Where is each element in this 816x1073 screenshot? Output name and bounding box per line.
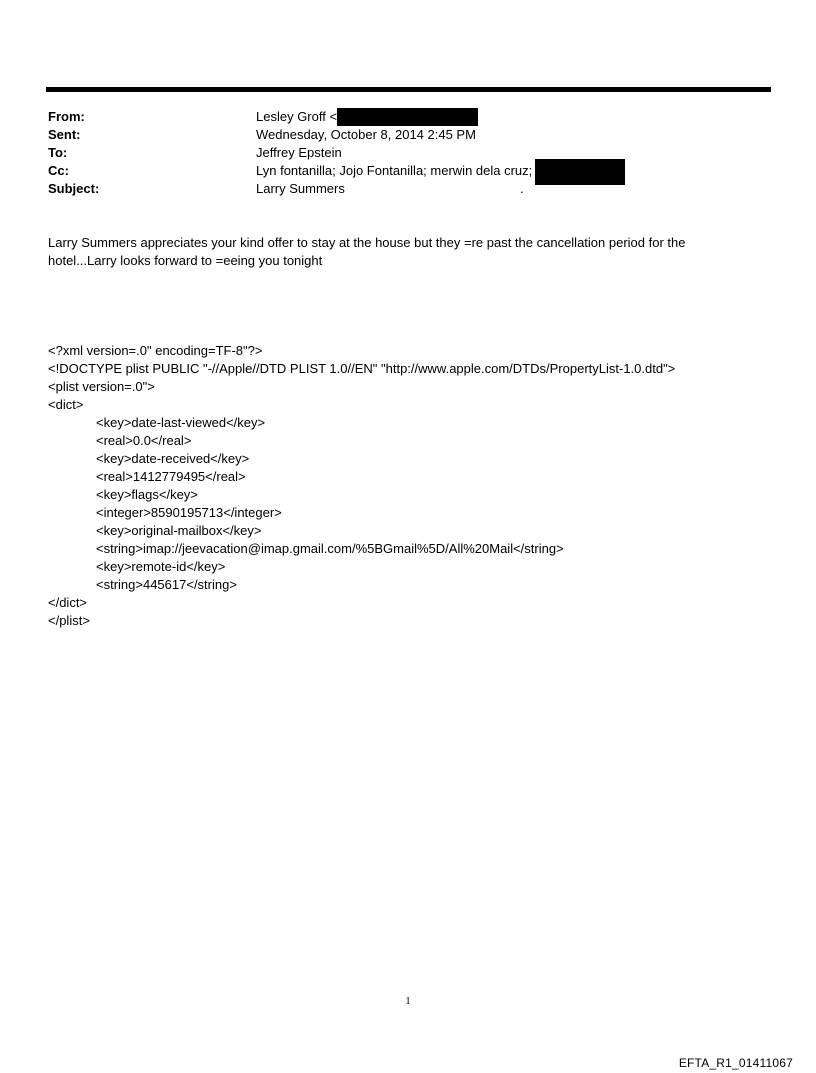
subject-label: Subject: — [48, 181, 100, 196]
plist-line: <key>original-mailbox</key> — [96, 523, 262, 538]
cc-recipients: Lyn fontanilla; Jojo Fontanilla; merwin dela cruz; — [256, 163, 533, 178]
from-row — [48, 108, 748, 126]
plist-block — [48, 342, 768, 630]
body-line: hotel...Larry looks forward to =eeing you tonight — [48, 253, 323, 268]
plist-line: <key>remote-id</key> — [96, 559, 226, 574]
sent-row — [48, 126, 748, 144]
cc-label: Cc: — [48, 163, 69, 178]
plist-line: <?xml version=.0" encoding=TF-8"?> — [48, 343, 263, 358]
plist-line: <key>date-last-viewed</key> — [96, 415, 266, 430]
subject-trailing-mark: . — [520, 181, 524, 196]
plist-line: <key>date-received</key> — [96, 451, 250, 466]
from-value — [256, 108, 748, 126]
subject-row — [48, 180, 748, 198]
plist-line: <!DOCTYPE plist PUBLIC "-//Apple//DTD PLIST 1.0//EN" "http://www.apple.com/DTDs/PropertyList-1.0.dtd"> — [48, 361, 676, 376]
plist-line: <real>1412779495</real> — [96, 469, 246, 484]
to-value: Jeffrey Epstein — [256, 145, 342, 160]
plist-line: <real>0.0</real> — [96, 433, 192, 448]
plist-line: <plist version=.0"> — [48, 379, 155, 394]
to-label: To: — [48, 145, 68, 160]
plist-line: <key>flags</key> — [96, 487, 198, 502]
plist-line: </dict> — [48, 595, 88, 610]
email-header — [48, 108, 748, 198]
document-id: EFTA_R1_01411067 — [678, 1056, 793, 1070]
from-sender: Lesley Groff < — [256, 109, 338, 124]
email-body — [48, 234, 748, 270]
subject-value — [256, 180, 748, 198]
plist-line: <dict> — [48, 397, 84, 412]
plist-line: <integer>8590195713</integer> — [96, 505, 282, 520]
sent-label: Sent: — [48, 127, 81, 142]
page-number: 1 — [405, 995, 411, 1007]
subject-text: Larry Summers — [256, 181, 345, 196]
header-divider — [46, 87, 771, 92]
plist-line: <string>imap://jeevacation@imap.gmail.com/%5BGmail%5D/All%20Mail</string> — [96, 541, 564, 556]
from-label: From: — [48, 109, 85, 124]
sent-value: Wednesday, October 8, 2014 2:45 PM — [256, 127, 476, 142]
plist-line: </plist> — [48, 613, 90, 628]
plist-line: <string>445617</string> — [96, 577, 237, 592]
body-line: Larry Summers appreciates your kind offer to stay at the house but they =re past the cancellation period for the — [48, 235, 686, 250]
cc-row — [48, 162, 748, 180]
redaction-box — [337, 108, 478, 126]
